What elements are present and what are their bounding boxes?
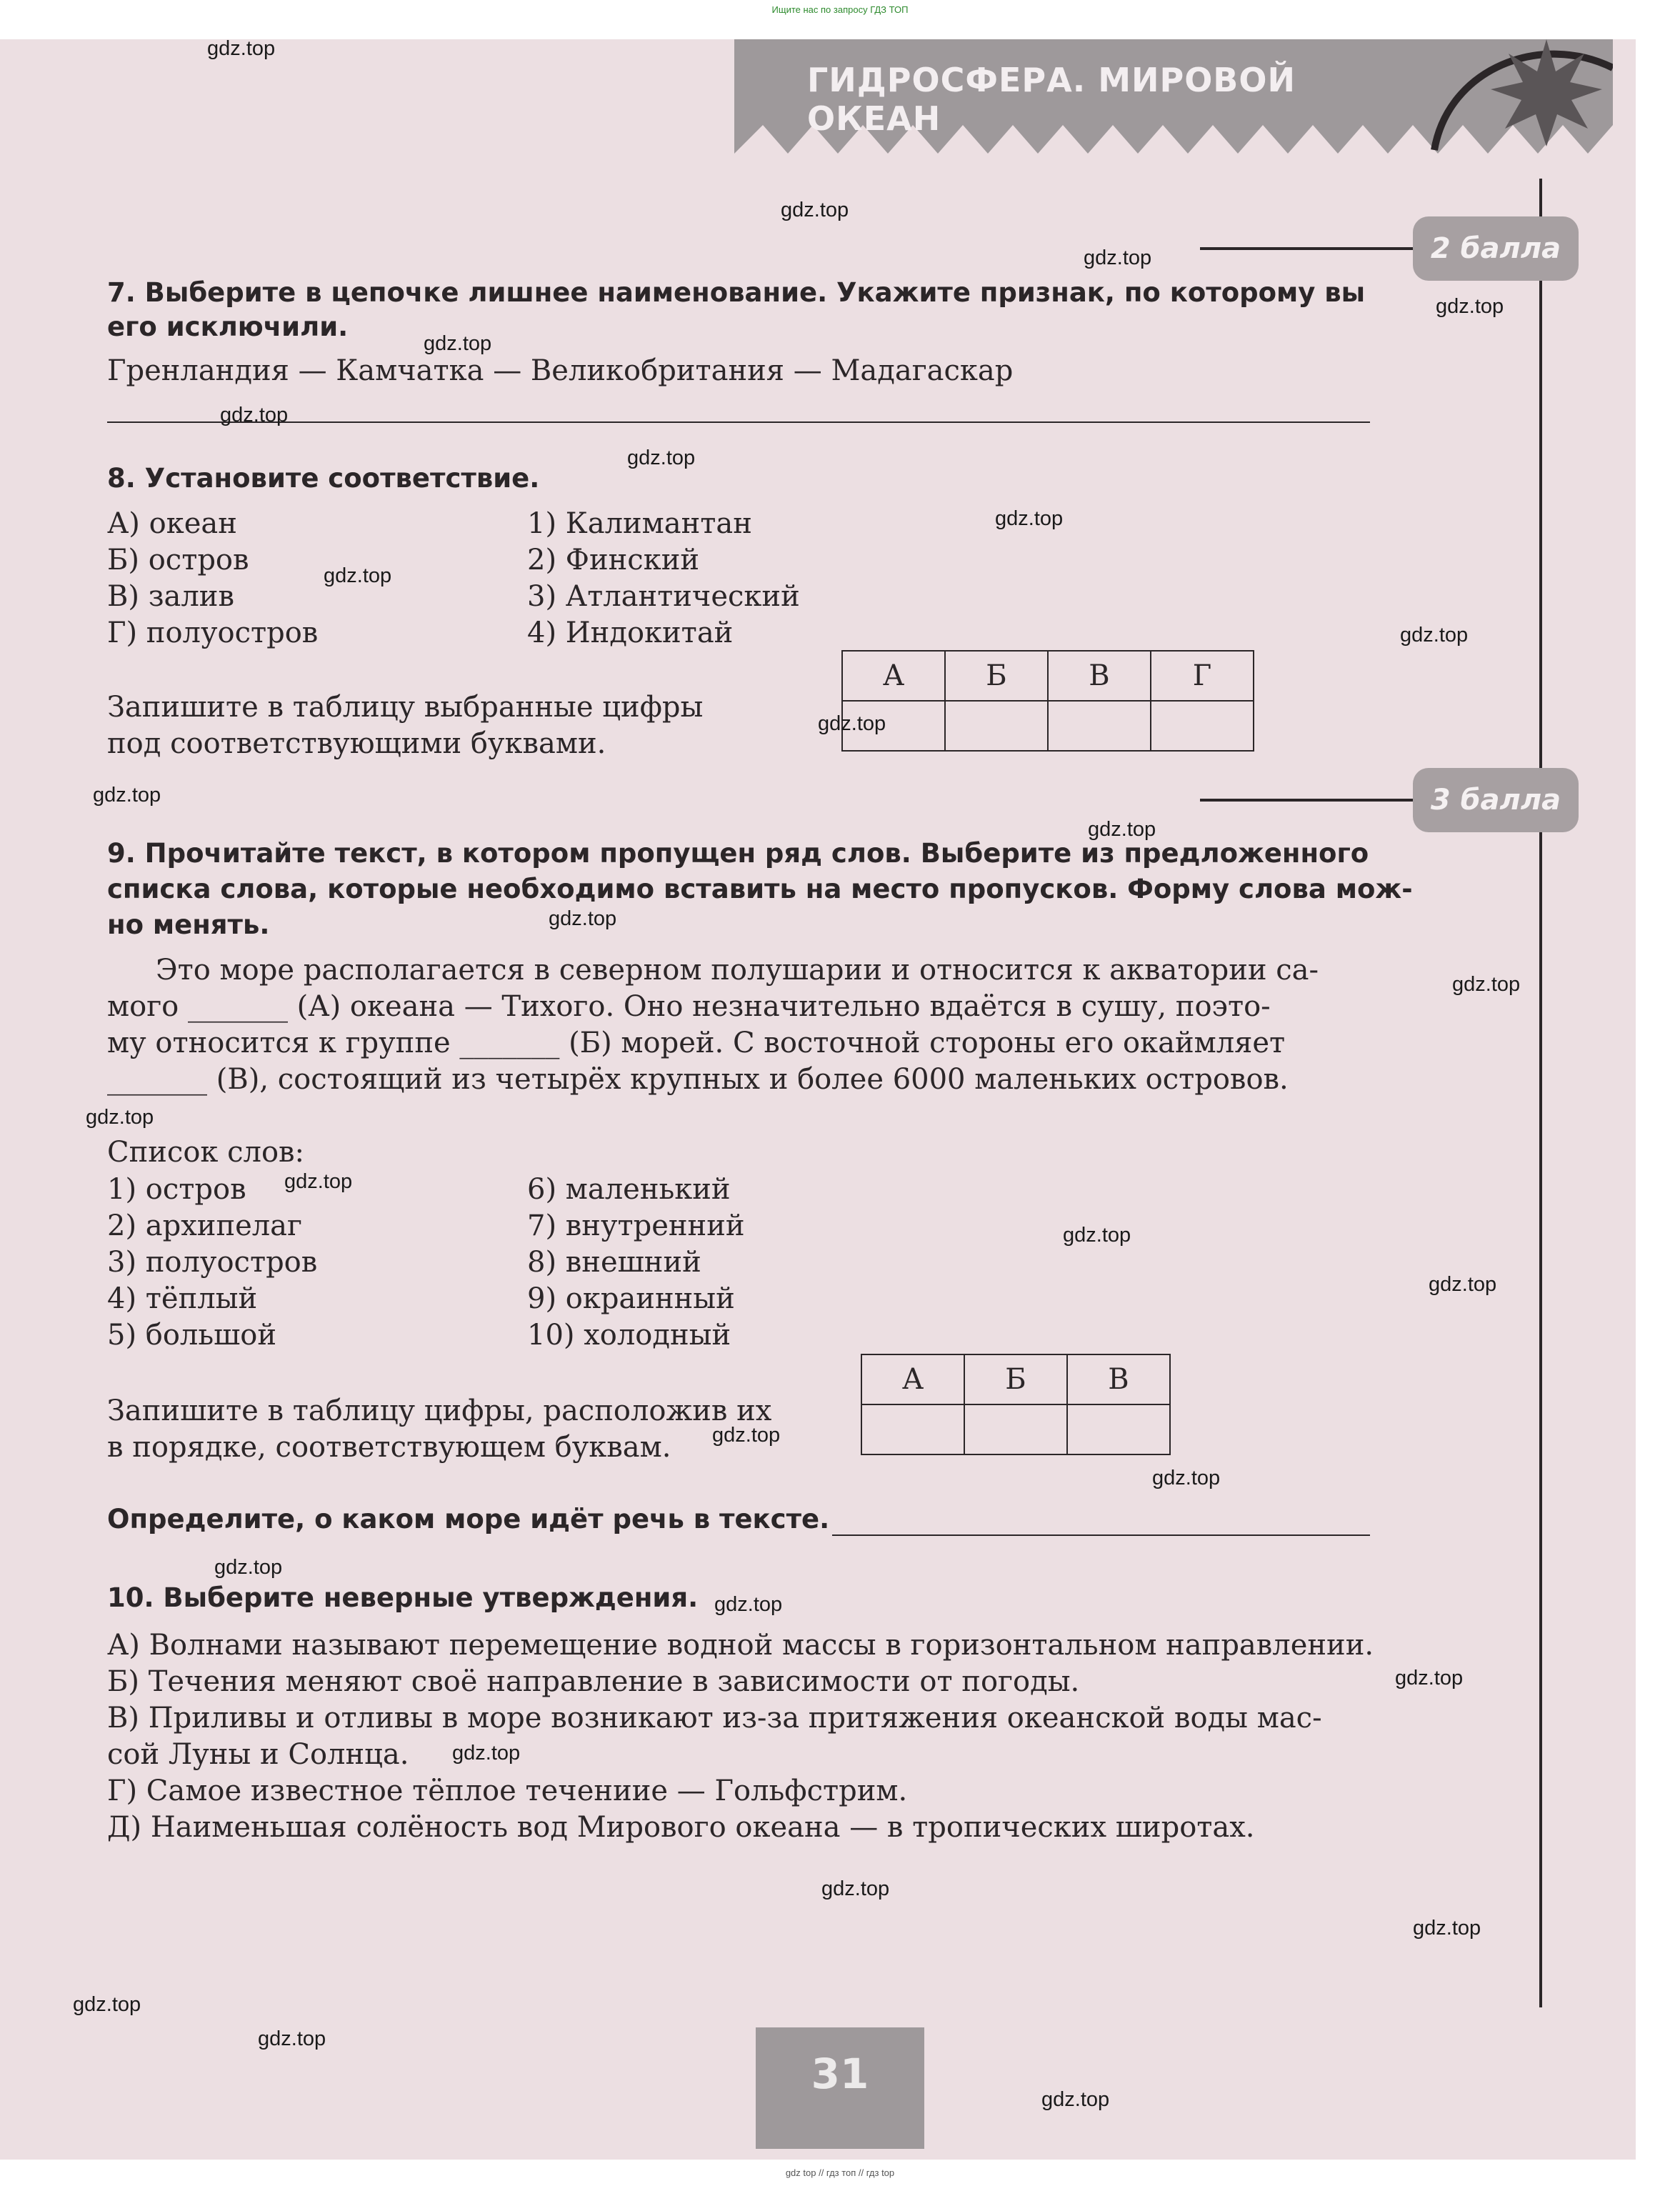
q10-item: А) Волнами называют перемещение водной массы в горизонтальном направлении. [107,1629,1374,1662]
watermark: gdz.top [995,507,1064,530]
watermark: gdz.top [73,1993,141,2016]
q9-words-left [107,1172,317,1354]
q10-title: 10. Выберите неверные утверждения. [107,1582,699,1613]
q8-header-v: В [1048,651,1151,701]
top-note: Ищите нас по запросу ГДЗ ТОП [771,4,909,15]
q9-instruction-line2: в порядке, соответствующем буквам. [107,1431,671,1464]
q9-sea-answer-line[interactable] [832,1534,1370,1536]
watermark: gdz.top [452,1742,521,1765]
watermark: gdz.top [1395,1667,1464,1690]
watermark: gdz.top [1436,295,1504,318]
q9-answer-cell[interactable] [1067,1404,1170,1454]
watermark: gdz.top [1413,1917,1481,1940]
q9-words-right [527,1172,745,1354]
watermark: gdz.top [1088,818,1156,841]
watermark: gdz.top [549,907,617,930]
q8-left-item: А) океан [107,507,237,540]
watermark: gdz.top [1084,246,1152,269]
q9-header-a: А [861,1354,964,1404]
score-badge-3: 3 балла [1413,768,1579,832]
q9-title-line3: но менять. [107,909,270,940]
q9-text-line4: _______ (В), состоящий из четырёх крупных и более 6000 маленьких островов. [107,1063,1289,1096]
watermark: gdz.top [93,784,161,807]
q8-left-list [107,506,318,652]
q8-left-item: В) залив [107,580,234,613]
watermark: gdz.top [821,1877,890,1900]
q10-item: Б) Течения меняют своё направление в зависимости от погоды. [107,1665,1080,1698]
watermark: gdz.top [207,37,276,60]
watermark: gdz.top [424,332,492,355]
watermark: gdz.top [1429,1273,1497,1296]
q8-right-item: 4) Индокитай [527,617,734,649]
watermark: gdz.top [781,199,849,221]
watermark: gdz.top [712,1424,781,1447]
q8-instruction-line1: Запишите в таблицу выбранные цифры [107,691,704,724]
q9-word-item: 9) окраинный [527,1282,735,1315]
q9-word-item: 4) тёплый [107,1282,258,1315]
q8-header-b: Б [945,651,1048,701]
score-badge-2: 2 балла [1413,216,1579,281]
watermark: gdz.top [258,2027,326,2050]
q9-word-item: 2) архипелаг [107,1209,302,1242]
q9-word-item: 10) холодный [527,1319,731,1352]
q9-word-item: 3) полуостров [107,1246,318,1279]
watermark: gdz.top [714,1593,783,1616]
q8-header-g: Г [1151,651,1254,701]
q8-right-item: 2) Финский [527,544,700,577]
q8-instruction-line2: под соответствующими буквами. [107,727,606,760]
q8-right-item: 1) Калимантан [527,507,752,540]
watermark: gdz.top [1063,1224,1131,1247]
q8-left-item: Г) полуостров [107,617,319,649]
q8-right-list [527,506,800,652]
q9-header-b: Б [964,1354,1067,1404]
q8-answer-table [841,650,1254,752]
q10-item: Д) Наименьшая солёность вод Мирового океана — в тропических широтах. [107,1811,1255,1844]
q9-text-line2: мого _______ (А) океана — Тихого. Оно незначительно вдаётся в сушу, поэто- [107,990,1271,1023]
header-title: ГИДРОСФЕРА. МИРОВОЙ ОКЕАН [807,61,1296,138]
q9-text-line1: Это море располагается в северном полушарии и относится к акватории са- [156,954,1319,987]
q9-answer-table [861,1354,1171,1455]
watermark: gdz.top [1400,624,1469,647]
q8-right-item: 3) Атлантический [527,580,800,613]
watermark: gdz.top [1152,1467,1221,1489]
right-rule [1539,179,1542,2007]
watermark: gdz.top [214,1556,283,1579]
watermark: gdz.top [1041,2088,1110,2111]
q8-answer-cell[interactable] [1151,701,1254,751]
q7-answer-line[interactable] [107,421,1370,423]
page-number: 31 [756,2027,924,2149]
q9-header-v: В [1067,1354,1170,1404]
q9-answer-cell[interactable] [861,1404,964,1454]
q10-item: Г) Самое известное тёплое течениие — Гольфстрим. [107,1775,908,1807]
score-line-2 [1200,799,1414,802]
q7-title-line1: 7. Выберите в цепочке лишнее наименование. Укажите признак, по которому вы [107,277,1366,308]
q8-header-a: А [842,651,945,701]
q9-instruction-line1: Запишите в таблицу цифры, расположив их [107,1394,772,1427]
q10-item: В) Приливы и отливы в море возникают из-за притяжения океанской воды мас- [107,1702,1322,1735]
score-line-1 [1200,247,1414,250]
q9-sea-question: Определите, о каком море идёт речь в тексте. [107,1504,830,1534]
q9-title-line1: 9. Прочитайте текст, в котором пропущен ряд слов. Выберите из предложенного [107,838,1369,869]
watermark: gdz.top [818,712,886,735]
q7-title-line2: его исключили. [107,311,349,342]
q9-word-item: 8) внешний [527,1246,701,1279]
q9-word-item: 7) внутренний [527,1209,745,1242]
q8-left-item: Б) остров [107,544,249,577]
watermark: gdz.top [1452,973,1521,996]
q8-answer-cell[interactable] [1048,701,1151,751]
q7-chain: Гренландия — Камчатка — Великобритания — Мадагаскар [107,354,1014,387]
q9-title-line2: списка слова, которые необходимо вставить на место пропусков. Форму слова мож- [107,874,1413,904]
q9-answer-cell[interactable] [964,1404,1067,1454]
q8-title: 8. Установите соответствие. [107,463,540,494]
q10-item: сой Луны и Солнца. [107,1738,409,1771]
q8-answer-cell[interactable] [945,701,1048,751]
q9-list-title: Список слов: [107,1136,305,1169]
q9-word-item: 6) маленький [527,1173,731,1206]
q9-word-item: 1) остров [107,1173,246,1206]
bottom-note: gdz top // гдз топ // гдз top [785,2167,895,2178]
watermark: gdz.top [284,1170,353,1193]
watermark: gdz.top [627,446,696,469]
watermark: gdz.top [86,1106,154,1129]
q9-text-line3: му относится к группе _______ (Б) морей. С восточной стороны его окаймляет [107,1027,1286,1059]
q9-word-item: 5) большой [107,1319,277,1352]
watermark: gdz.top [220,404,289,426]
watermark: gdz.top [324,564,392,587]
